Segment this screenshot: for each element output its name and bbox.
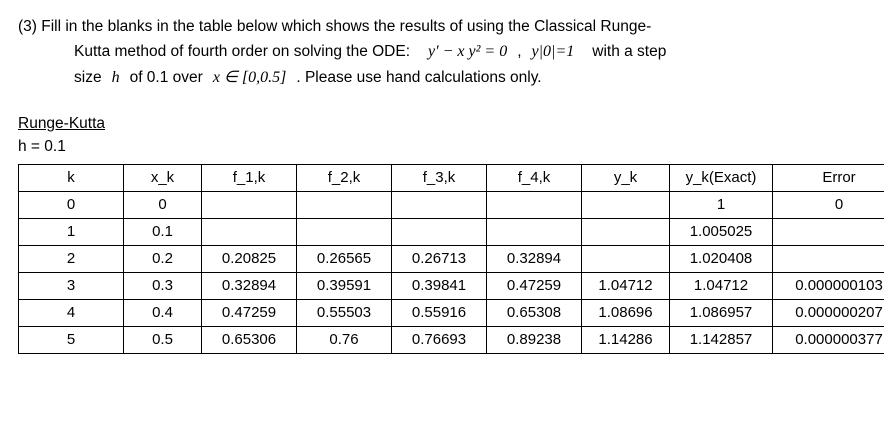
h-symbol: h: [111, 69, 120, 87]
cell-exact: 1.142857: [670, 326, 773, 353]
cell-f1k: 0.20825: [202, 245, 297, 272]
error-value: 0.000000377: [795, 331, 883, 349]
header-f2k: f_2,k: [297, 164, 392, 191]
error-value: 0.000000207: [795, 304, 883, 322]
header-f4k: f_4,k: [487, 164, 582, 191]
table-body: [19, 191, 884, 353]
cell-yk[interactable]: [582, 218, 670, 245]
cell-f1k: 0.65306: [202, 326, 297, 353]
cell-f2k: 0.39591: [297, 272, 392, 299]
header-f3k: f_3,k: [392, 164, 487, 191]
cell-f4k[interactable]: [487, 218, 582, 245]
cell-f4k: 0.65308: [487, 299, 582, 326]
cell-f4k[interactable]: [487, 191, 582, 218]
table-header-row: [19, 164, 884, 191]
cell-exact: 1.04712: [670, 272, 773, 299]
ode-comma: ,: [517, 43, 522, 61]
cell-exact: 1: [670, 191, 773, 218]
question-line-3-mid: of 0.1 over: [129, 69, 203, 87]
cell-xk: 0.3: [124, 272, 202, 299]
question-line-2-post: with a step: [592, 43, 667, 61]
cell-f3k[interactable]: [392, 191, 487, 218]
cell-exact: 1.086957: [670, 299, 773, 326]
cell-k: 5: [19, 326, 124, 353]
table-row: [19, 191, 884, 218]
cell-f3k: 0.39841: [392, 272, 487, 299]
table-row: [19, 245, 884, 272]
cell-error: [773, 272, 884, 299]
cell-xk: 0.5: [124, 326, 202, 353]
table-row: [19, 299, 884, 326]
header-error: Error: [773, 164, 884, 191]
cell-f2k: 0.55503: [297, 299, 392, 326]
header-yk-exact: y_k(Exact): [670, 164, 773, 191]
cell-k: 0: [19, 191, 124, 218]
header-xk: x_k: [124, 164, 202, 191]
error-value: 0.000000103: [795, 277, 883, 295]
cell-xk: 0: [124, 191, 202, 218]
table-row: [19, 272, 884, 299]
cell-f2k: 0.26565: [297, 245, 392, 272]
header-yk: y_k: [582, 164, 670, 191]
cell-error: [773, 299, 884, 326]
header-f1k: f_1,k: [202, 164, 297, 191]
ode-equation: y′ − x y² = 0: [428, 43, 508, 61]
question-line-1: (3) Fill in the blanks in the table below which shows the results of using the Classical Runge-: [18, 18, 652, 35]
cell-f1k: 0.47259: [202, 299, 297, 326]
step-size-label: h = 0.1: [18, 137, 66, 155]
header-k: k: [19, 164, 124, 191]
cell-error[interactable]: [773, 245, 884, 272]
cell-f3k: 0.26713: [392, 245, 487, 272]
domain-interval: x ∈ [0,0.5]: [212, 69, 287, 87]
cell-f4k: 0.47259: [487, 272, 582, 299]
cell-f3k[interactable]: [392, 218, 487, 245]
cell-exact: 1.005025: [670, 218, 773, 245]
cell-error[interactable]: [773, 218, 884, 245]
cell-f1k[interactable]: [202, 218, 297, 245]
cell-yk[interactable]: [582, 245, 670, 272]
question-line-3-pre: size: [74, 69, 102, 87]
cell-yk[interactable]: [582, 191, 670, 218]
cell-f3k: 0.55916: [392, 299, 487, 326]
cell-f4k: 0.32894: [487, 245, 582, 272]
cell-k: 2: [19, 245, 124, 272]
question-line-2-pre: Kutta method of fourth order on solving the ODE:: [74, 43, 411, 61]
cell-error: 0: [773, 191, 884, 218]
method-title-wrap: [18, 91, 866, 133]
cell-exact: 1.020408: [670, 245, 773, 272]
method-title: Runge-Kutta: [18, 114, 106, 132]
cell-yk: 1.08696: [582, 299, 670, 326]
cell-xk: 0.1: [124, 218, 202, 245]
question-line-3-post: . Please use hand calculations only.: [296, 69, 542, 87]
cell-xk: 0.4: [124, 299, 202, 326]
question-line-3: [46, 65, 866, 91]
runge-kutta-table: [18, 164, 884, 354]
initial-condition: y|0|=1: [531, 43, 575, 61]
cell-f1k: 0.32894: [202, 272, 297, 299]
cell-yk: 1.04712: [582, 272, 670, 299]
cell-yk: 1.14286: [582, 326, 670, 353]
cell-f2k[interactable]: [297, 218, 392, 245]
cell-xk: 0.2: [124, 245, 202, 272]
table-row: [19, 326, 884, 353]
cell-k: 1: [19, 218, 124, 245]
table-row: [19, 218, 884, 245]
question-text: [18, 14, 866, 91]
cell-f4k: 0.89238: [487, 326, 582, 353]
cell-f2k: 0.76: [297, 326, 392, 353]
cell-k: 4: [19, 299, 124, 326]
cell-f2k[interactable]: [297, 191, 392, 218]
cell-k: 3: [19, 272, 124, 299]
cell-error: [773, 326, 884, 353]
question-line-2: [46, 39, 866, 65]
cell-f3k: 0.76693: [392, 326, 487, 353]
cell-f1k[interactable]: [202, 191, 297, 218]
